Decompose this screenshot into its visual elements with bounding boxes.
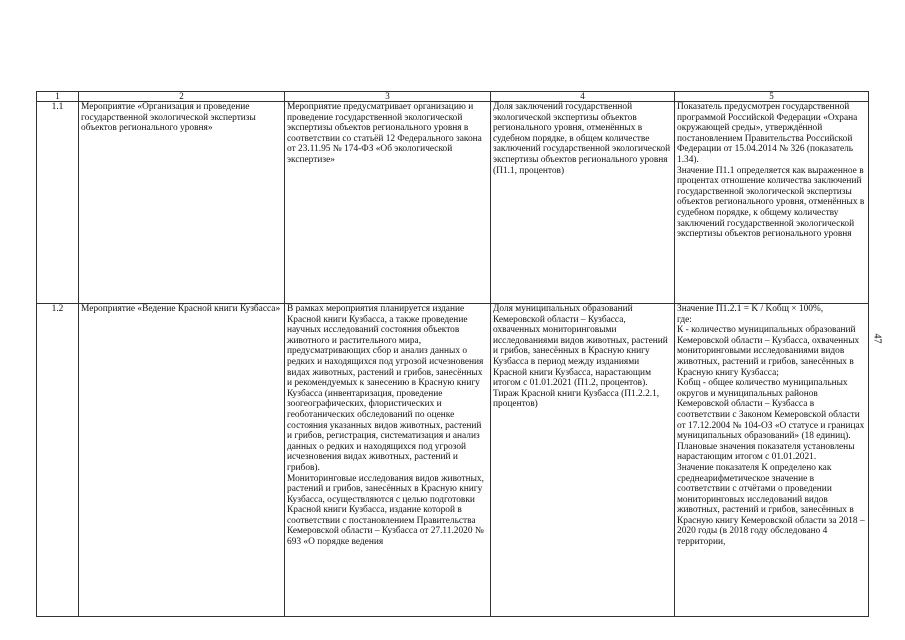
row-number: 1.2 [37,304,79,617]
indicator-name: Доля муниципальных образований Кемеровской области – Кузбасса, охваченных мониторинговыми исследованиями видов животных, растений и грибов, занесённых в Красную книгу Кузбасса в период между изданиями Красной книги Кузбасса, нарастающим итогом с 01.01.2021 (П1.2, процентов). Тираж Красной книги Кузбасса (П1.2.2.1, процентов) [491,304,675,617]
calculation-method: Значение П1.2.1 = K / Kобщ × 100%, где: К - количество муниципальных образований Кемеровской области – Кузбасса, охваченных мониторинговыми исследованиями видов животных, растений и грибов, занесённых в Красную книгу Кузбасса; Kобщ - общее количество муниципальных округов и муниципальных районов Кемеровской области – Кузбасса в соответствии с Законом Кемеровской области от 17.12.2004 № 104-ОЗ «О статусе и границах муниципальных образований» (18 единиц). Плановые значения показателя установлены нарастающим итогом с 01.01.2021. Значение показателя К определено как среднеарифметическое значение в соответствии с отчётами о проведении мониторинговых исследований видов животных, растений и грибов, занесённых в Красную книгу Кемеровской области за 2018 – 2020 годы (в 2018 году обследовано 4 территории, [675,304,869,617]
program-table [36,91,869,617]
event-name: Мероприятие «Ведение Красной книги Кузбасса» [79,304,285,617]
event-name: Мероприятие «Организация и проведение государственной экологической экспертизы объектов регионального уровня» [79,102,285,304]
table-row [37,304,869,617]
table-row [37,102,869,304]
table-header-row [37,92,869,102]
indicator-name: Доля заключений государственной экологической экспертизы объектов регионального уровня, отменённых в судебном порядке, в общем количестве заключений государственной экологической экспертизы объектов регионального уровня (П1.1, процентов) [491,102,675,304]
header-cell-2: 2 [79,92,285,102]
header-cell-1: 1 [37,92,79,102]
event-description: Мероприятие предусматривает организацию и проведение государственной экологической экспертизы объектов регионального уровня в соответствии со статьёй 12 Федерального закона от 23.11.95 № 174-ФЗ «Об экологической экспертизе» [285,102,491,304]
calculation-method: Показатель предусмотрен государственной программой Российской Федерации «Охрана окружающей среды», утверждённой постановлением Правительства Российской Федерации от 15.04.2014 № 326 (показатель 1.34). Значение П1.1 определяется как выраженное в процентах отношение количества заключений государственной экологической экспертизы объектов регионального уровня, отменённых в судебном порядке, к общему количеству заключений государственной экологической экспертизы объектов регионального уровня [675,102,869,304]
header-cell-4: 4 [491,92,675,102]
event-description: В рамках мероприятия планируется издание Красной книги Кузбасса, а также проведение научных исследований состояния объектов животного и растительного мира, предусматривающих сбор и анализ данных о редких и находящихся под угрозой исчезновения видах животных, растений и грибов, занесённых и рекомендуемых к занесению в Красную книгу Кузбасса (инвентаризация, проведение зоогеографических, флористических и геоботанических обследований по оценке состояния указанных видов животных, растений и грибов, регистрация, систематизация и анализ данных о редких и находящихся под угрозой исчезновения видах животных, растений и грибов). Мониторинговые исследования видов животных, растений и грибов, занесённых в Красную книгу Кузбасса, осуществляются с целью подготовки Красной книги Кузбасса, издание которой в соответствии с постановлением Правительства Кемеровской области – Кузбасса от 27.11.2020 № 693 «О порядке ведения [285,304,491,617]
row-number: 1.1 [37,102,79,304]
header-cell-3: 3 [285,92,491,102]
page-number: 47 [871,333,883,344]
header-cell-5: 5 [675,92,869,102]
